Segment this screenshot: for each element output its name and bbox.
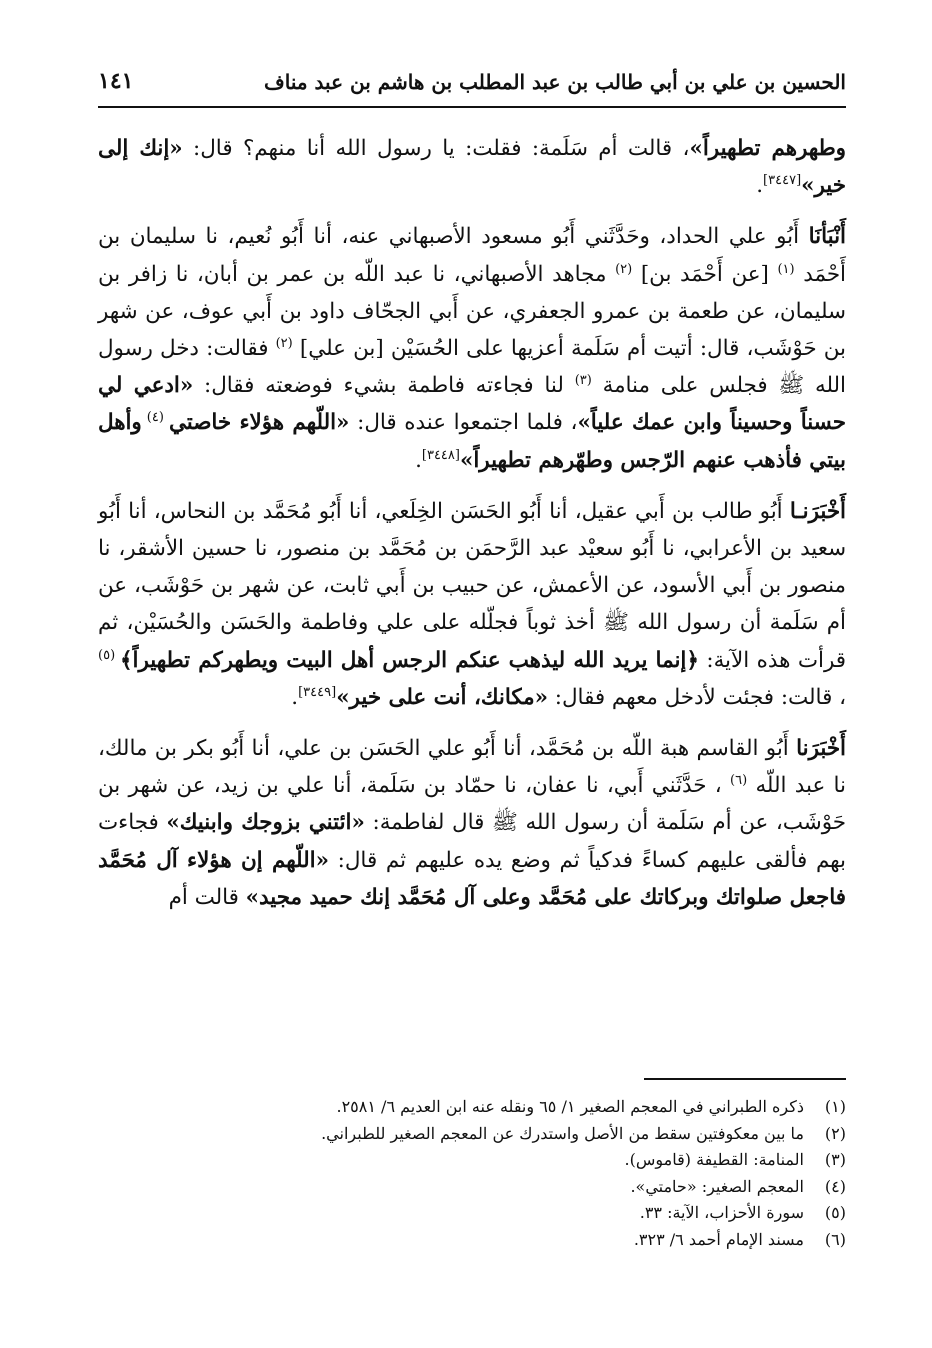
text-run: لنا فجاءته فاطمة بشيء فوضعته فقال: (193, 373, 575, 399)
footnote-marker: (٣) (574, 373, 592, 389)
text-run: ، فلما اجتمعوا عنده قال: (349, 410, 578, 436)
footnote-number: (٣) (824, 1150, 846, 1170)
paragraph (98, 493, 846, 716)
footnotes (98, 1094, 846, 1254)
text-run: فقالت: دخل رسول الله ﷺ فجلس على منامة (98, 336, 846, 399)
quoted-text: «اللّهم هؤلاء خاصتي (168, 410, 350, 436)
text-run: ، قالت أم سَلَمة: فقلت: يا رسول الله أنا منهم؟ قال: (182, 136, 690, 161)
footnote (98, 1121, 846, 1148)
footnote (98, 1227, 846, 1254)
paragraph (98, 130, 846, 204)
footnote-number: (٢) (824, 1123, 846, 1143)
footnote (98, 1174, 846, 1201)
quoted-text: وأهل بيتي فأذهب عنهم الرّجس وطهّرهم تطهيراً» (98, 410, 846, 473)
text-run: فجاءت بهم فألقى عليهم كساءً فدكياً ثم وضع يده عليهم ثم قال: (98, 810, 846, 873)
quoted-text: «ادعي لي حسناً وحسيناً وابن عمك علياً» (98, 373, 846, 436)
chain-lead-word: أَخْبَرَنا (796, 736, 846, 762)
text-run: . (415, 447, 422, 473)
chain-lead-word: وطهرهم تطهيراً» (689, 136, 846, 161)
page-header (98, 66, 846, 108)
quoted-text: ﴿إنما يريد الله ليذهب عنكم الرجس أهل البيت ويطهركم تطهيراً﴾ (119, 647, 699, 673)
footnote-marker: (٥) (98, 647, 120, 663)
paragraph (98, 730, 846, 916)
running-title: الحسين بن علي بن أبي طالب بن عبد المطلب بن هاشم بن عبد مناف (264, 70, 846, 94)
chain-lead-word: أَخْبَرَنـا (789, 498, 846, 524)
footnote-number: (٦) (824, 1229, 846, 1249)
quoted-text: «مكانك، أنت على خير» (336, 684, 548, 710)
footnote-marker: (١) (777, 261, 795, 277)
quoted-text: «إنك إلى خير» (98, 136, 846, 199)
footnote-text: المنامة: القطيفة (قاموس). (624, 1150, 804, 1170)
footnote-marker: (٢) (615, 261, 633, 277)
text-run: . (756, 173, 764, 199)
text-run: أَبُو علي الحداد، وحَدَّثَني أَبُو مسعود الأصبهاني عنه، أنا أَبُو نُعيم، نا سليمان بن أَحْمَد (98, 224, 847, 287)
reference-number: [٣٤٤٨] (421, 447, 460, 463)
chain-lead-word: أَنْبَأنَا (808, 224, 846, 250)
text-run: مجاهد الأصبهاني، نا عبد اللّه بن عمر بن أبان، نا زافر بن سليمان، عن طعمة بن عمرو الجعفري، عن أَبي الجحّاف داود بن أَبي عوف، عن شهر بن حَوْشَب، قال: أتيت أم سَلَمة أعزيها على الحُسَيْن [بن علي] (98, 261, 846, 362)
footnote-separator (644, 1078, 846, 1080)
footnote-text: ذكره الطبراني في المعجم الصغير ١/ ٦٥ ونقله عنه ابن العديم ٦/ ٢٥٨١. (336, 1097, 804, 1116)
footnote-text: مسند الإمام أحمد ٦/ ٣٢٣. (633, 1229, 804, 1249)
page-number: ١٤١ (98, 68, 134, 94)
reference-number: [٣٤٤٧] (763, 173, 802, 189)
quoted-text: «ائتني بزوجك وابنيك» (166, 810, 365, 836)
text-run: ، حَدَّثَني أَبي، نا عفان، نا حمّاد بن سَلَمة، أنا علي بن زيد، عن شهر بن حَوْشَب، عن أم سَلَمة أن رسول الله ﷺ قال لفاطمة: (98, 773, 846, 836)
footnote-marker: (٤) (141, 410, 169, 426)
footnote-text: المعجم الصغير: «حامتي». (630, 1176, 804, 1196)
text-run: أَبُو طالب بن أَبي عقيل، أنا أَبُو الحَسَن الخِلَعي، أنا أَبُو مُحَمَّد بن النحاس، أنا أَبُو سعيد بن الأعرابي، نا أَبُو سعيْد عبد الرَّحمَن بن مُحَمَّد بن منصور، نا حسين الأشقر، نا منصور بن أَبي الأسود، عن الأعمش، عن حبيب بن أَبي ثابت، عن شهر بن حَوْشَب، عن أم سَلَمة أن رسول الله ﷺ أخذ ثوباً فجلّله على علي وفاطمة والحَسَن والحُسَيْن، ثم قرأت هذه الآية: (98, 498, 846, 673)
footnote (98, 1094, 846, 1121)
footnote (98, 1147, 846, 1174)
text-run: [عن أَحْمَد بن] (632, 261, 778, 287)
quoted-text: «اللّهم إن هؤلاء آل مُحَمَّد فاجعل صلواتك وبركاتك على مُحَمَّد وعلى آل مُحَمَّد إنك حميد مجيد» (98, 847, 846, 910)
footnote-number: (٤) (824, 1176, 846, 1196)
text-run: قالت أم (168, 884, 246, 910)
paragraph (98, 218, 846, 478)
text-run: . (291, 684, 299, 710)
text-run: أَبُو القاسم هبة اللّه بن مُحَمَّد، أنا أَبُو علي الحَسَن بن علي، أنا أَبُو بكر بن مالك، نا عبد اللّه (98, 736, 847, 799)
footnote-text: سورة الأحزاب، الآية: ٣٣. (639, 1203, 804, 1223)
reference-number: [٣٤٤٩] (298, 684, 337, 700)
footnote-text: ما بين معكوفتين سقط من الأصل واستدرك عن المعجم الصغير للطبراني. (321, 1123, 804, 1143)
main-text (98, 130, 846, 930)
footnote-number: (١) (824, 1097, 846, 1116)
footnote-marker: (٦) (730, 773, 748, 789)
footnote-number: (٥) (824, 1203, 846, 1223)
footnote-marker: (٢) (275, 335, 293, 351)
text-run: ، قالت: فجئت لأدخل معهم فقال: (548, 684, 846, 710)
footnote (98, 1200, 846, 1227)
